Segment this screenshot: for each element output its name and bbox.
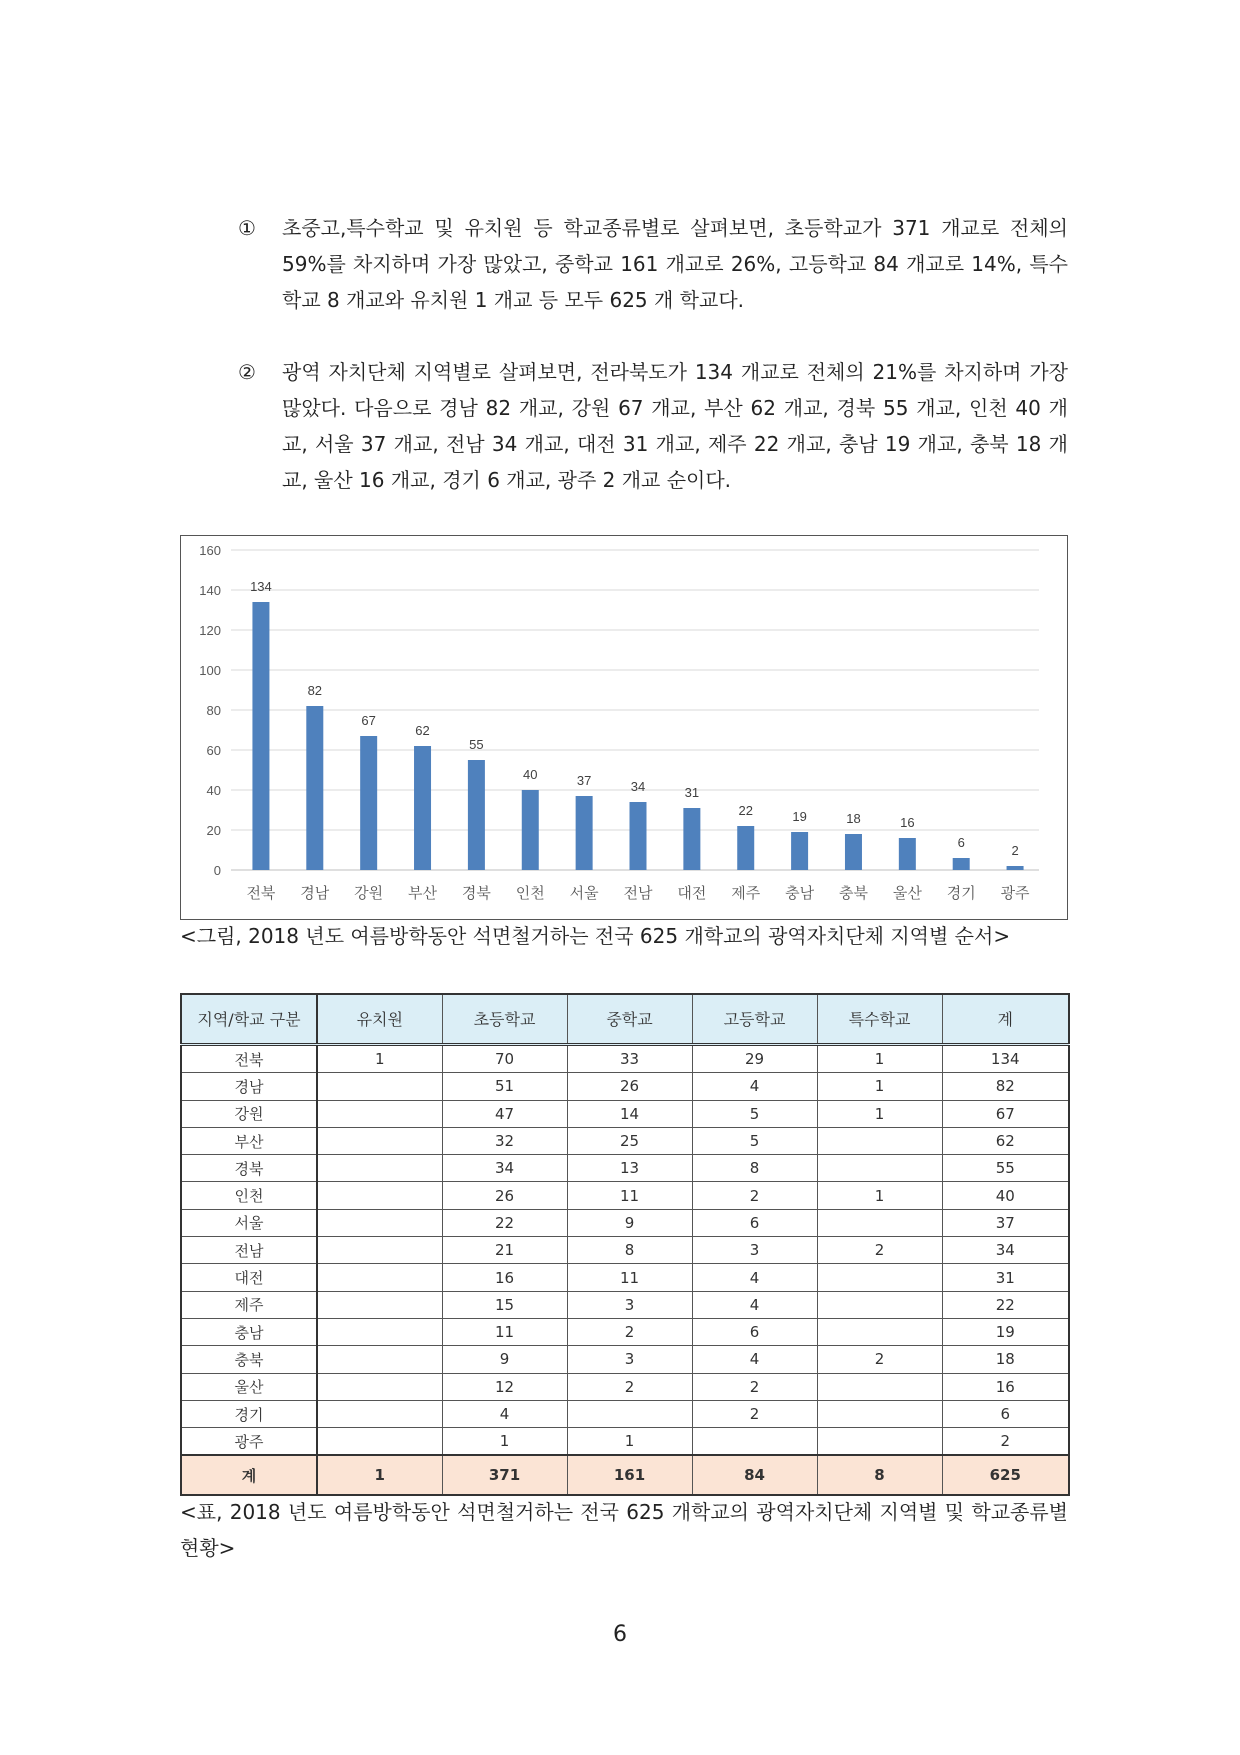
paragraph-2-text: 광역 자치단체 지역별로 살펴보면, 전라북도가 134 개교로 전체의 21%를 차지하며 가장 많았다. 다음으로 경남 82 개교, 강원 67 개교, 부산 62 개교, 경북 55 개교, 인천 40 개교, 서울 37 개교, 전남 34 개교, 대전 31 개교, 제주 22 개교, 충남 19 개교, 충북 18 개교, 울산 16 개교, 경기 6 개교, 광주 2 개교 순이다. — [282, 360, 1068, 492]
table-header-cell: 특수학교 — [817, 994, 942, 1045]
bar — [953, 858, 970, 870]
table-cell — [317, 1291, 442, 1318]
y-tick-label: 60 — [206, 743, 221, 758]
table-cell — [817, 1318, 942, 1345]
category-label: 제주 — [731, 884, 761, 902]
table-cell: 2 — [567, 1373, 692, 1400]
category-label: 충북 — [838, 884, 868, 902]
category-label: 강원 — [354, 884, 384, 902]
table-cell: 161 — [567, 1455, 692, 1495]
table-cell — [817, 1291, 942, 1318]
data-label: 67 — [361, 713, 376, 728]
category-label: 울산 — [892, 884, 922, 902]
table-header-cell: 계 — [942, 994, 1069, 1045]
table-header-cell: 중학교 — [567, 994, 692, 1045]
table-cell: 2 — [942, 1428, 1069, 1456]
table-cell: 1 — [817, 1100, 942, 1127]
table-cell: 22 — [442, 1209, 567, 1236]
data-label: 16 — [900, 815, 915, 830]
table-row — [181, 1400, 1069, 1427]
table-cell: 34 — [942, 1237, 1069, 1264]
table-cell: 8 — [567, 1237, 692, 1264]
bar — [576, 796, 593, 870]
table-cell — [317, 1237, 442, 1264]
figure-caption: <그림, 2018 년도 여름방학동안 석면철거하는 전국 625 개학교의 광역자치단체 지역별 순서> — [180, 924, 1011, 948]
table-cell: 4 — [692, 1264, 817, 1291]
table-cell — [817, 1373, 942, 1400]
bar — [683, 808, 700, 870]
table-row — [181, 1237, 1069, 1264]
table-row — [181, 1182, 1069, 1209]
table-cell: 6 — [942, 1400, 1069, 1427]
schools-table — [180, 993, 1070, 1496]
table-cell: 대전 — [181, 1264, 317, 1291]
table-cell: 5 — [692, 1127, 817, 1154]
table-cell: 경기 — [181, 1400, 317, 1427]
table-row — [181, 1264, 1069, 1291]
table-cell — [317, 1182, 442, 1209]
table-total-row — [181, 1455, 1069, 1495]
table-row — [181, 1155, 1069, 1182]
paragraph-1 — [238, 210, 1068, 318]
bar — [791, 832, 808, 870]
table-cell: 18 — [942, 1346, 1069, 1373]
table-cell — [817, 1127, 942, 1154]
table-header-cell: 유치원 — [317, 994, 442, 1045]
table-cell — [567, 1400, 692, 1427]
table-cell: 4 — [692, 1073, 817, 1100]
table-cell: 4 — [442, 1400, 567, 1427]
table-cell: 32 — [442, 1127, 567, 1154]
table-cell: 5 — [692, 1100, 817, 1127]
table-cell: 67 — [942, 1100, 1069, 1127]
bar — [630, 802, 647, 870]
table-cell: 1 — [817, 1045, 942, 1073]
table-cell: 11 — [567, 1264, 692, 1291]
table-cell — [317, 1400, 442, 1427]
paragraph-2-marker: ② — [238, 360, 256, 384]
table-cell: 371 — [442, 1455, 567, 1495]
table-cell: 14 — [567, 1100, 692, 1127]
table-caption: <표, 2018 년도 여름방학동안 석면철거하는 전국 625 개학교의 광역자치단체 지역별 및 학교종류별 현황> — [180, 1500, 1068, 1560]
table-cell: 16 — [942, 1373, 1069, 1400]
category-label: 전북 — [246, 884, 276, 902]
table-cell — [317, 1373, 442, 1400]
table-cell: 1 — [817, 1073, 942, 1100]
table-cell — [317, 1318, 442, 1345]
table-cell: 4 — [692, 1346, 817, 1373]
table-cell: 26 — [442, 1182, 567, 1209]
bar — [306, 706, 323, 870]
table-cell: 경남 — [181, 1073, 317, 1100]
table-cell: 15 — [442, 1291, 567, 1318]
table-cell: 29 — [692, 1045, 817, 1073]
table-header-cell: 초등학교 — [442, 994, 567, 1045]
table-row — [181, 1346, 1069, 1373]
table-cell: 19 — [942, 1318, 1069, 1345]
bar — [414, 746, 431, 870]
page-number: 6 — [613, 1622, 627, 1647]
table-header-cell: 지역/학교 구분 — [181, 994, 317, 1045]
table-cell: 11 — [442, 1318, 567, 1345]
y-tick-label: 100 — [199, 663, 221, 678]
table-cell: 계 — [181, 1455, 317, 1495]
table-cell: 제주 — [181, 1291, 317, 1318]
table-cell: 625 — [942, 1455, 1069, 1495]
bar — [522, 790, 539, 870]
table-cell: 37 — [942, 1209, 1069, 1236]
table-body — [181, 1045, 1069, 1496]
table-cell: 2 — [817, 1346, 942, 1373]
y-tick-label: 160 — [199, 543, 221, 558]
paragraph-1-text: 초중고,특수학교 및 유치원 등 학교종류별로 살펴보면, 초등학교가 371 개교로 전체의 59%를 차지하며 가장 많았고, 중학교 161 개교로 26%, 고등학교 84 개교로 14%, 특수학교 8 개교와 유치원 1 개교 등 모두 625 개 학교다. — [282, 216, 1068, 312]
data-label: 34 — [630, 779, 646, 794]
data-label: 62 — [415, 723, 430, 738]
table-cell: 1 — [317, 1045, 442, 1073]
table-row — [181, 1045, 1069, 1073]
bar — [1007, 866, 1024, 870]
data-label: 2 — [1011, 843, 1019, 858]
table-cell: 55 — [942, 1155, 1069, 1182]
data-label: 40 — [523, 767, 538, 782]
table-cell — [817, 1264, 942, 1291]
category-label: 경북 — [461, 884, 491, 902]
data-label: 82 — [307, 683, 323, 698]
table-cell: 2 — [692, 1373, 817, 1400]
bar — [468, 760, 485, 870]
table-cell — [817, 1400, 942, 1427]
y-tick-label: 80 — [206, 703, 221, 718]
table-row — [181, 1428, 1069, 1456]
data-label: 55 — [469, 737, 484, 752]
table-cell: 16 — [442, 1264, 567, 1291]
table-cell — [692, 1428, 817, 1456]
bar — [899, 838, 916, 870]
table-cell: 82 — [942, 1073, 1069, 1100]
table-cell — [817, 1155, 942, 1182]
table-cell: 3 — [567, 1346, 692, 1373]
y-tick-label: 140 — [199, 583, 221, 598]
table-cell — [317, 1155, 442, 1182]
table-cell — [317, 1100, 442, 1127]
table-header-row — [181, 994, 1069, 1045]
table-cell: 31 — [942, 1264, 1069, 1291]
table-row — [181, 1291, 1069, 1318]
table-cell: 51 — [442, 1073, 567, 1100]
bar — [737, 826, 754, 870]
paragraph-2 — [238, 354, 1068, 498]
table-cell: 2 — [567, 1318, 692, 1345]
table-cell: 강원 — [181, 1100, 317, 1127]
table-cell — [817, 1428, 942, 1456]
table-cell: 3 — [692, 1237, 817, 1264]
table-cell: 충남 — [181, 1318, 317, 1345]
data-label: 37 — [576, 773, 592, 788]
table-cell: 6 — [692, 1318, 817, 1345]
data-label: 18 — [846, 811, 861, 826]
table-cell: 3 — [567, 1291, 692, 1318]
table-cell: 26 — [567, 1073, 692, 1100]
table-cell: 전북 — [181, 1045, 317, 1073]
data-label: 6 — [957, 835, 965, 850]
table-row — [181, 1373, 1069, 1400]
bar — [845, 834, 862, 870]
bar-chart — [181, 536, 1066, 918]
table-cell: 33 — [567, 1045, 692, 1073]
category-label: 서울 — [569, 884, 599, 902]
table-cell — [317, 1127, 442, 1154]
table-cell: 서울 — [181, 1209, 317, 1236]
table-cell: 8 — [817, 1455, 942, 1495]
table-cell: 12 — [442, 1373, 567, 1400]
table-cell: 8 — [692, 1155, 817, 1182]
table-cell: 47 — [442, 1100, 567, 1127]
table-cell: 84 — [692, 1455, 817, 1495]
table-cell — [317, 1428, 442, 1456]
table-cell: 2 — [692, 1400, 817, 1427]
table-cell: 전남 — [181, 1237, 317, 1264]
table-row — [181, 1073, 1069, 1100]
table-cell — [317, 1346, 442, 1373]
data-label: 22 — [738, 803, 753, 818]
table-cell: 2 — [817, 1237, 942, 1264]
table-cell: 25 — [567, 1127, 692, 1154]
table-cell: 충북 — [181, 1346, 317, 1373]
category-label: 대전 — [677, 884, 707, 902]
table-cell: 1 — [442, 1428, 567, 1456]
table-cell: 134 — [942, 1045, 1069, 1073]
category-label: 부산 — [408, 884, 438, 902]
y-tick-label: 20 — [206, 823, 221, 838]
category-label: 전남 — [623, 884, 653, 902]
table-cell — [817, 1209, 942, 1236]
table-cell: 62 — [942, 1127, 1069, 1154]
table-row — [181, 1100, 1069, 1127]
table-cell: 울산 — [181, 1373, 317, 1400]
data-label: 19 — [792, 809, 807, 824]
table-cell: 11 — [567, 1182, 692, 1209]
table-cell: 부산 — [181, 1127, 317, 1154]
paragraph-1-marker: ① — [238, 216, 256, 240]
table-cell: 1 — [817, 1182, 942, 1209]
bar — [252, 602, 269, 870]
data-label: 31 — [684, 785, 700, 800]
table-cell: 40 — [942, 1182, 1069, 1209]
table-cell: 70 — [442, 1045, 567, 1073]
table-row — [181, 1209, 1069, 1236]
table-cell — [317, 1209, 442, 1236]
table-cell: 22 — [942, 1291, 1069, 1318]
table-cell: 34 — [442, 1155, 567, 1182]
y-tick-label: 120 — [199, 623, 221, 638]
y-tick-label: 0 — [213, 863, 221, 878]
table-cell: 광주 — [181, 1428, 317, 1456]
bar — [360, 736, 377, 870]
table-cell: 인천 — [181, 1182, 317, 1209]
table-cell: 4 — [692, 1291, 817, 1318]
table-cell — [317, 1264, 442, 1291]
category-label: 충남 — [785, 884, 815, 902]
table-cell: 9 — [442, 1346, 567, 1373]
category-label: 경기 — [946, 884, 976, 902]
y-tick-label: 40 — [206, 783, 221, 798]
table-cell: 13 — [567, 1155, 692, 1182]
table-row — [181, 1127, 1069, 1154]
table-row — [181, 1318, 1069, 1345]
table-cell: 경북 — [181, 1155, 317, 1182]
bar-chart-frame — [180, 535, 1068, 920]
table-cell — [317, 1073, 442, 1100]
category-label: 경남 — [300, 884, 330, 902]
category-label: 인천 — [515, 884, 545, 902]
data-label: 134 — [250, 579, 272, 594]
table-cell: 1 — [317, 1455, 442, 1495]
table-cell: 9 — [567, 1209, 692, 1236]
table-cell: 2 — [692, 1182, 817, 1209]
table-cell: 6 — [692, 1209, 817, 1236]
category-label: 광주 — [1000, 884, 1030, 902]
table-cell: 1 — [567, 1428, 692, 1456]
table-cell: 21 — [442, 1237, 567, 1264]
table-header-cell: 고등학교 — [692, 994, 817, 1045]
